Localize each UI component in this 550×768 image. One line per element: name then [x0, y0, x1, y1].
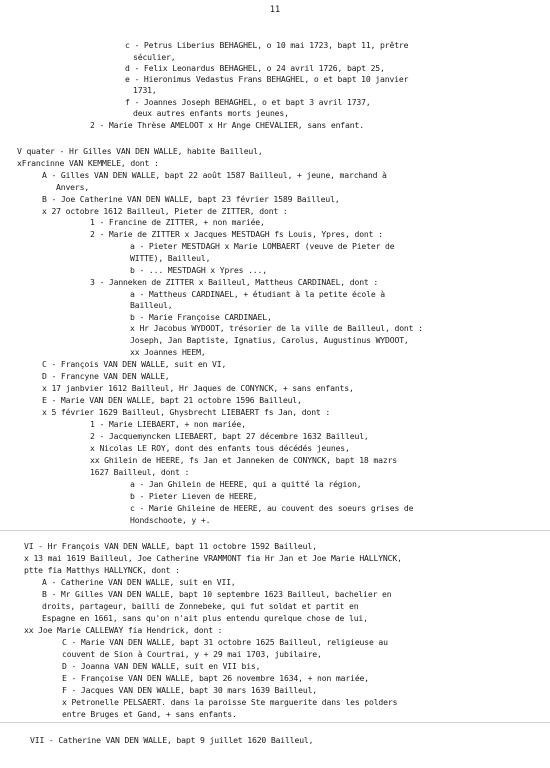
text-line: a - Pieter MESTDAGH x Marie LOMBAERT (veuve de Pieter de [130, 241, 395, 251]
text-line: b - Pieter Lieven de HEERE, [130, 491, 258, 501]
text-line: Anvers, [56, 182, 90, 192]
text-line: a - Jan Ghilein de HEERE, qui a quitté la région, [130, 479, 362, 489]
text-line: Bailleul, [130, 300, 173, 310]
text-line: B - Joe Catherine VAN DEN WALLE, bapt 23 février 1589 Bailleul, [42, 194, 340, 204]
text-line: D - Francyne VAN DEN WALLE, [42, 371, 170, 381]
text-line: 1 - Francine de ZITTER, + non mariée, [90, 217, 265, 227]
text-line: entre Bruges et Gand, + sans enfants. [62, 709, 237, 719]
text-line: 2 - Marie Thrèse AMELOOT x Hr Ange CHEVALIER, sans enfant. [90, 120, 364, 130]
text-line: E - Marie VAN DEN WALLE, bapt 21 octobre 1596 Bailleul, [42, 395, 302, 405]
text-line: f - Joannes Joseph BEHAGHEL, o et bapt 3 avril 1737, [125, 97, 371, 107]
text-line: x 27 octobre 1612 Bailleul, Pieter de ZITTER, dont : [42, 206, 288, 216]
text-line: x 5 février 1629 Bailleul, Ghysbrecht LIEBAERT fs Jan, dont : [42, 407, 331, 417]
text-line: x Nicolas LE ROY, dont des enfants tous décédés jeunes, [90, 443, 350, 453]
text-line: xx Joannes HEEM, [130, 347, 206, 357]
text-line: E - Françoise VAN DEN WALLE, bapt 26 novembre 1634, + non mariée, [62, 673, 369, 683]
text-line: VI - Hr François VAN DEN WALLE, bapt 11 octobre 1592 Bailleul, [24, 541, 317, 551]
text-line: deux autres enfants morts jeunes, [133, 108, 289, 118]
section-divider [0, 530, 550, 531]
text-line: xx Ghilein de HEERE, fs Jan et Janneken de CONYNCK, bapt 18 mazrs [90, 455, 397, 465]
text-line: 1627 Bailleul, dont : [90, 467, 190, 477]
text-line: a - Mattheus CARDINAEL, + étudiant à la petite école à [130, 289, 386, 299]
text-line: c - Marie Ghileine de HEERE, au couvent des soeurs grises de [130, 503, 414, 513]
text-line: 1 - Marie LIEBAERT, + non mariée, [90, 419, 246, 429]
text-line: F - Jacques VAN DEN WALLE, bapt 30 mars 1639 Bailleul, [62, 685, 318, 695]
text-line: ptte fia Matthys HALLYNCK, dont : [24, 565, 180, 575]
text-line: Hondschoote, y +. [130, 515, 211, 525]
text-line: V quater - Hr Gilles VAN DEN WALLE, habite Bailleul, [17, 146, 263, 156]
text-line: droits, partageur, bailli de Zonnebeke, qui fut soldat et partit en [42, 601, 359, 611]
text-line: xx Joe Marie CALLEWAY fia Hendrick, dont : [24, 625, 223, 635]
text-line: 2 - Marie de ZITTER x Jacques MESTDAGH fs Louis, Ypres, dont : [90, 229, 383, 239]
page-number: 11 [269, 5, 281, 15]
text-line: VII - Catherine VAN DEN WALLE, bapt 9 juillet 1620 Bailleul, [30, 735, 314, 745]
text-line: x Petronelle PELSAERT. dans la paroisse Ste marguerite dans les polders [62, 697, 398, 707]
text-line: d - Felix Leonardus BEHAGHEL, o 24 avril 1726, bapt 25, [125, 63, 385, 73]
text-line: A - Gilles VAN DEN WALLE, bapt 22 août 1587 Bailleul, + jeune, marchand à [42, 170, 387, 180]
text-line: 3 - Janneken de ZITTER x Bailleul, Mattheus CARDINAEL, dont : [90, 277, 379, 287]
text-line: c - Petrus Liberius BEHAGHEL, o 10 mai 1723, bapt 11, prêtre [125, 40, 409, 50]
text-line: x 13 mai 1619 Bailleul, Joe Catherine VRAMMONT fia Hr Jan et Joe Marie HALLYNCK, [24, 553, 402, 563]
text-line: Espagne en 1661, sans qu'on n'ait plus entendu qurelque chose de lui, [42, 613, 368, 623]
text-line: b - Marie Françoise CARDINAEL, [130, 312, 272, 322]
text-line: x 17 janbvier 1612 Bailleul, Hr Jaques de CONYNCK, + sans enfants, [42, 383, 354, 393]
text-line: séculier, [133, 52, 176, 62]
text-line: B - Mr Gilles VAN DEN WALLE, bapt 10 septembre 1623 Bailleul, bachelier en [42, 589, 392, 599]
text-line: 1731, [133, 85, 157, 95]
text-line: 2 - Jacquemyncken LIEBAERT, bapt 27 décembre 1632 Bailleul, [90, 431, 369, 441]
text-line: WITTE), Bailleul, [130, 253, 211, 263]
text-line: b - ... MESTDAGH x Ypres ..., [130, 265, 267, 275]
section-divider [0, 722, 550, 723]
text-line: C - François VAN DEN WALLE, suit en VI, [42, 359, 227, 369]
text-line: e - Hieronimus Vedastus Frans BEHAGHEL, o et bapt 10 janvier [125, 74, 409, 84]
text-line: A - Catherine VAN DEN WALLE, suit en VII, [42, 577, 236, 587]
text-line: couvent de Sion à Courtrai, y + 29 mai 1703, jubilaire, [62, 649, 322, 659]
text-line: C - Marie VAN DEN WALLE, bapt 31 octobre 1625 Bailleul, religieuse au [62, 637, 388, 647]
text-line: Joseph, Jan Baptiste, Ignatius, Carolus, Augustinus WYDOOT, [130, 335, 409, 345]
text-line: xFrancinne VAN KEMMELE, dont : [17, 158, 159, 168]
text-line: x Hr Jacobus WYDOOT, trésorier de la ville de Bailleul, dont : [130, 323, 423, 333]
text-line: D - Joanna VAN DEN WALLE, suit en VII bis, [62, 661, 261, 671]
